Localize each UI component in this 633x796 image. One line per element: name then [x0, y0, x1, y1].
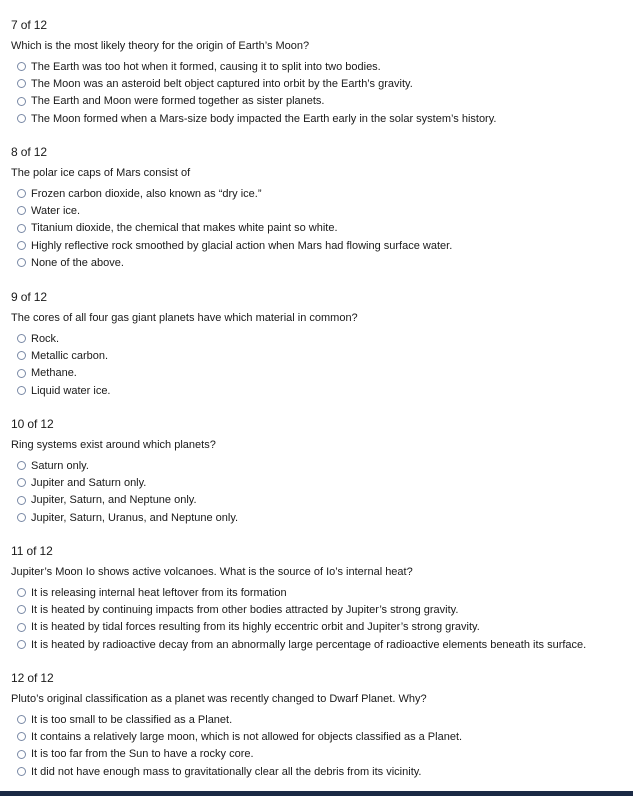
answer-option[interactable]: [0, 509, 633, 526]
answer-option[interactable]: [0, 636, 633, 653]
answer-option[interactable]: [0, 728, 633, 745]
question-counter: [11, 417, 54, 431]
answer-option[interactable]: [0, 711, 633, 728]
answer-option[interactable]: [0, 330, 633, 347]
options-list: [0, 711, 633, 780]
radio-button[interactable]: [17, 640, 26, 649]
radio-button[interactable]: [17, 351, 26, 360]
option-label[interactable]: It is heated by radioactive decay from an abnormally large percentage of radioactive elements beneath its surface.: [31, 638, 587, 651]
option-label[interactable]: The Earth and Moon were formed together as sister planets.: [31, 95, 325, 108]
option-label[interactable]: Jupiter and Saturn only.: [31, 476, 147, 489]
question-of: of: [20, 18, 31, 32]
option-label[interactable]: Titanium dioxide, the chemical that makes white paint so white.: [31, 222, 338, 235]
answer-option[interactable]: [0, 457, 633, 474]
answer-option[interactable]: [0, 237, 633, 254]
options-list: [0, 584, 633, 653]
question-total: 12: [39, 544, 53, 558]
answer-option[interactable]: [0, 75, 633, 92]
option-label[interactable]: Liquid water ice.: [31, 384, 111, 397]
radio-button[interactable]: [17, 478, 26, 487]
answer-option[interactable]: [0, 220, 633, 237]
question-of: of: [26, 544, 37, 558]
option-label[interactable]: Jupiter, Saturn, and Neptune only.: [31, 494, 197, 507]
option-label[interactable]: Jupiter, Saturn, Uranus, and Neptune only.: [31, 511, 239, 524]
question-text: The polar ice caps of Mars consist of: [11, 167, 191, 179]
radio-button[interactable]: [17, 114, 26, 123]
question-total: 12: [33, 145, 48, 159]
answer-option[interactable]: [0, 58, 633, 75]
option-label[interactable]: It is heated by continuing impacts from other bodies attracted by Jupiter’s strong gravity.: [31, 603, 459, 616]
option-label[interactable]: It is too far from the Sun to have a rocky core.: [31, 748, 254, 761]
options-list: [0, 185, 633, 271]
option-label[interactable]: Frozen carbon dioxide, also known as “dry ice.”: [31, 187, 262, 200]
option-label[interactable]: Rock.: [31, 332, 60, 345]
answer-option[interactable]: [0, 347, 633, 364]
radio-button[interactable]: [17, 750, 26, 759]
option-label[interactable]: Methane.: [31, 367, 77, 380]
question-counter: [11, 290, 47, 304]
option-label[interactable]: Metallic carbon.: [31, 349, 109, 362]
question-text: The cores of all four gas giant planets have which material in common?: [11, 312, 358, 324]
answer-option[interactable]: [0, 619, 633, 636]
radio-button[interactable]: [17, 224, 26, 233]
radio-button[interactable]: [17, 605, 26, 614]
footer-bar: [0, 791, 633, 796]
radio-button[interactable]: [17, 97, 26, 106]
option-label[interactable]: It did not have enough mass to gravitationally clear all the debris from its vicinity.: [31, 765, 422, 778]
radio-button[interactable]: [17, 588, 26, 597]
question-total: 12: [33, 290, 48, 304]
question-of: of: [20, 290, 31, 304]
question-text: Which is the most likely theory for the origin of Earth’s Moon?: [11, 40, 310, 52]
question-number: 10: [11, 417, 25, 431]
question-number: 7: [11, 18, 18, 32]
option-label[interactable]: It is too small to be classified as a Planet.: [31, 713, 233, 726]
options-list: [0, 58, 633, 127]
radio-button[interactable]: [17, 461, 26, 470]
options-list: [0, 330, 633, 399]
question-of: of: [27, 417, 38, 431]
answer-option[interactable]: [0, 254, 633, 271]
radio-button[interactable]: [17, 189, 26, 198]
radio-button[interactable]: [17, 496, 26, 505]
radio-button[interactable]: [17, 732, 26, 741]
answer-option[interactable]: [0, 601, 633, 618]
question-total: 12: [40, 671, 54, 685]
question-of: of: [27, 671, 38, 685]
answer-option[interactable]: [0, 365, 633, 382]
radio-button[interactable]: [17, 258, 26, 267]
answer-option[interactable]: [0, 492, 633, 509]
question-total: 12: [33, 18, 48, 32]
question-number: 12: [11, 671, 25, 685]
radio-button[interactable]: [17, 79, 26, 88]
option-label[interactable]: Saturn only.: [31, 459, 89, 472]
option-label[interactable]: The Moon was an asteroid belt object captured into orbit by the Earth’s gravity.: [31, 77, 413, 90]
option-label[interactable]: The Earth was too hot when it formed, causing it to split into two bodies.: [31, 60, 381, 73]
question-text: Pluto’s original classification as a planet was recently changed to Dwarf Planet. Why?: [11, 693, 427, 705]
radio-button[interactable]: [17, 623, 26, 632]
question-text: Jupiter’s Moon Io shows active volcanoes. What is the source of Io’s internal heat?: [11, 566, 413, 578]
question-counter: [11, 671, 54, 685]
question-number: 8: [11, 145, 18, 159]
question-number: 11: [11, 544, 24, 558]
radio-button[interactable]: [17, 334, 26, 343]
answer-option[interactable]: [0, 474, 633, 491]
option-label[interactable]: Water ice.: [31, 204, 81, 217]
option-label[interactable]: None of the above.: [31, 256, 124, 269]
answer-option[interactable]: [0, 185, 633, 202]
radio-button[interactable]: [17, 767, 26, 776]
option-label[interactable]: Highly reflective rock smoothed by glacial action when Mars had flowing surface water.: [31, 239, 453, 252]
radio-button[interactable]: [17, 386, 26, 395]
answer-option[interactable]: [0, 746, 633, 763]
options-list: [0, 457, 633, 526]
option-label[interactable]: The Moon formed when a Mars-size body impacted the Earth early in the solar system’s history.: [31, 112, 497, 125]
option-label[interactable]: It contains a relatively large moon, which is not allowed for objects classified as a Planet.: [31, 730, 463, 743]
radio-button[interactable]: [17, 369, 26, 378]
option-label[interactable]: It is releasing internal heat leftover from its formation: [31, 586, 287, 599]
answer-option[interactable]: [0, 110, 633, 127]
answer-option[interactable]: [0, 584, 633, 601]
answer-option[interactable]: [0, 202, 633, 219]
radio-button[interactable]: [17, 206, 26, 215]
radio-button[interactable]: [17, 715, 26, 724]
question-counter: [11, 18, 47, 32]
radio-button[interactable]: [17, 62, 26, 71]
question-counter: [11, 145, 47, 159]
radio-button[interactable]: [17, 513, 26, 522]
answer-option[interactable]: [0, 763, 633, 780]
answer-option[interactable]: [0, 382, 633, 399]
question-number: 9: [11, 290, 18, 304]
radio-button[interactable]: [17, 241, 26, 250]
question-total: 12: [40, 417, 54, 431]
question-text: Ring systems exist around which planets?: [11, 439, 216, 451]
option-label[interactable]: It is heated by tidal forces resulting from its highly eccentric orbit and Jupiter’s strong gravity.: [31, 621, 480, 634]
answer-option[interactable]: [0, 93, 633, 110]
question-counter: [11, 544, 53, 558]
question-of: of: [20, 145, 31, 159]
